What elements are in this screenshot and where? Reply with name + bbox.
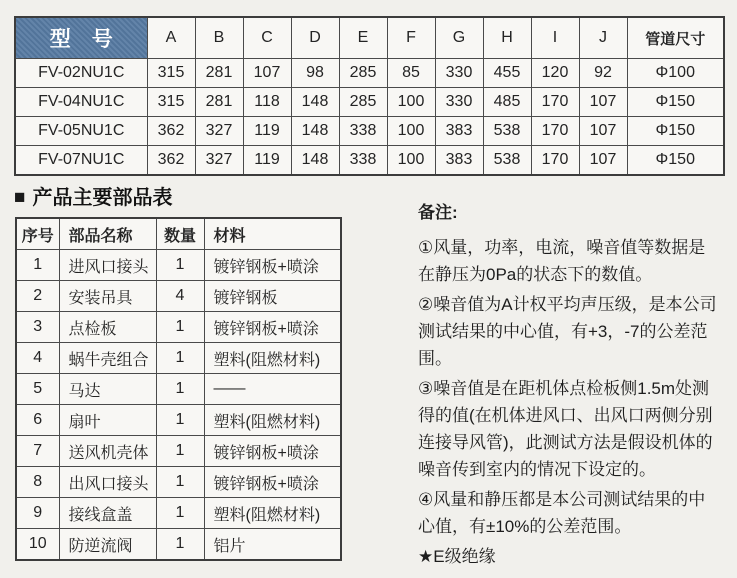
table-row: [16, 281, 341, 312]
notes-body: [418, 234, 722, 570]
parts-cell: 2: [16, 281, 59, 312]
parts-cell: 点检板: [59, 312, 156, 343]
parts-cell: 塑料(阻燃材料): [204, 405, 341, 436]
spec-cell: 338: [339, 117, 387, 146]
spec-cell: 315: [147, 59, 195, 88]
spec-cell: FV-05NU1C: [15, 117, 147, 146]
parts-cell: 扇叶: [59, 405, 156, 436]
parts-cell: 8: [16, 467, 59, 498]
table-row: [15, 88, 724, 117]
parts-cell: 接线盒盖: [59, 498, 156, 529]
spec-cell: 148: [291, 117, 339, 146]
parts-cell: 进风口接头: [59, 250, 156, 281]
parts-cell: 1: [156, 436, 204, 467]
spec-column-header: F: [387, 17, 435, 59]
parts-cell: 1: [156, 529, 204, 561]
parts-cell: 1: [16, 250, 59, 281]
spec-cell: 119: [243, 146, 291, 176]
spec-cell: 120: [531, 59, 579, 88]
table-row: [16, 529, 341, 561]
parts-cell: 1: [156, 467, 204, 498]
spec-cell: 148: [291, 146, 339, 176]
spec-column-header: 型 号: [15, 17, 147, 59]
parts-cell: 1: [156, 312, 204, 343]
spec-cell: Φ150: [627, 117, 724, 146]
spec-cell: FV-02NU1C: [15, 59, 147, 88]
parts-cell: 1: [156, 250, 204, 281]
table-row: [16, 374, 341, 405]
parts-header-row: [16, 218, 341, 250]
spec-cell: 362: [147, 146, 195, 176]
parts-cell: 镀锌钢板+喷涂: [204, 436, 341, 467]
parts-cell: 5: [16, 374, 59, 405]
table-row: [16, 343, 341, 374]
parts-section-title-text: 产品主要部品表: [32, 187, 173, 209]
spec-column-header: B: [195, 17, 243, 59]
parts-cell: 4: [16, 343, 59, 374]
table-row: [15, 146, 724, 176]
spec-cell: 285: [339, 88, 387, 117]
parts-cell: 4: [156, 281, 204, 312]
spec-cell: Φ100: [627, 59, 724, 88]
parts-cell: 镀锌钢板+喷涂: [204, 312, 341, 343]
spec-column-header: J: [579, 17, 627, 59]
spec-cell: 281: [195, 59, 243, 88]
parts-section-title: [14, 186, 172, 210]
spec-table-body: [15, 59, 724, 176]
table-row: [16, 312, 341, 343]
spec-cell: 107: [579, 88, 627, 117]
parts-table: [15, 217, 342, 561]
spec-cell: 538: [483, 146, 531, 176]
spec-cell: 119: [243, 117, 291, 146]
spec-cell: 315: [147, 88, 195, 117]
parts-cell: 送风机壳体: [59, 436, 156, 467]
parts-cell: 1: [156, 405, 204, 436]
table-row: [15, 59, 724, 88]
spec-table: [14, 16, 725, 176]
spec-column-header: H: [483, 17, 531, 59]
parts-table-body: [16, 250, 341, 561]
parts-column-header: 部品名称: [59, 218, 156, 250]
spec-cell: 330: [435, 59, 483, 88]
spec-cell: 338: [339, 146, 387, 176]
note-line: ★E级绝缘: [418, 547, 496, 566]
spec-cell: 107: [579, 117, 627, 146]
spec-cell: 100: [387, 88, 435, 117]
parts-cell: 镀锌钢板+喷涂: [204, 467, 341, 498]
table-row: [16, 405, 341, 436]
spec-cell: 100: [387, 146, 435, 176]
spec-column-header: 管道尺寸: [627, 17, 724, 59]
table-row: [16, 498, 341, 529]
spec-cell: 327: [195, 146, 243, 176]
parts-cell: 塑料(阻燃材料): [204, 343, 341, 374]
spec-cell: 485: [483, 88, 531, 117]
spec-cell: Φ150: [627, 146, 724, 176]
parts-cell: 安装吊具: [59, 281, 156, 312]
parts-cell: 马达: [59, 374, 156, 405]
spec-cell: 330: [435, 88, 483, 117]
spec-cell: 327: [195, 117, 243, 146]
spec-cell: 362: [147, 117, 195, 146]
parts-cell: 塑料(阻燃材料): [204, 498, 341, 529]
table-row: [16, 467, 341, 498]
parts-cell: 镀锌钢板: [204, 281, 341, 312]
parts-cell: 防逆流阀: [59, 529, 156, 561]
spec-cell: 170: [531, 146, 579, 176]
parts-cell: ——: [204, 374, 341, 405]
notes-title: 备注:: [418, 203, 458, 222]
spec-cell: 92: [579, 59, 627, 88]
spec-cell: 383: [435, 146, 483, 176]
parts-cell: 7: [16, 436, 59, 467]
spec-cell: 170: [531, 88, 579, 117]
parts-cell: 1: [156, 374, 204, 405]
parts-column-header: 数量: [156, 218, 204, 250]
parts-column-header: 序号: [16, 218, 59, 250]
parts-cell: 9: [16, 498, 59, 529]
parts-cell: 1: [156, 343, 204, 374]
spec-cell: 170: [531, 117, 579, 146]
table-row: [16, 250, 341, 281]
parts-cell: 3: [16, 312, 59, 343]
table-row: [15, 117, 724, 146]
spec-cell: 148: [291, 88, 339, 117]
note-line: ④风量和静压都是本公司测试结果的中心值，有±10%的公差范围。: [418, 490, 706, 536]
spec-cell: Φ150: [627, 88, 724, 117]
table-row: [16, 436, 341, 467]
spec-cell: 285: [339, 59, 387, 88]
spec-cell: 455: [483, 59, 531, 88]
spec-column-header: I: [531, 17, 579, 59]
spec-cell: FV-04NU1C: [15, 88, 147, 117]
spec-header-row: [15, 17, 724, 59]
parts-cell: 10: [16, 529, 59, 561]
note-line: ③噪音值是在距机体点检板侧1.5m处测得的值(在机体进风口、出风口两侧分别连接导风管)，此测试方法是假设机体的噪音传到室内的情况下设定的。: [418, 379, 713, 479]
black-square-bullet-icon: ■: [14, 187, 26, 208]
parts-cell: 出风口接头: [59, 467, 156, 498]
note-line: ②噪音值为A计权平均声压级，是本公司测试结果的中心值，有+3，-7的公差范围。: [418, 295, 717, 368]
spec-cell: 107: [579, 146, 627, 176]
parts-cell: 蜗牛壳组合: [59, 343, 156, 374]
parts-column-header: 材料: [204, 218, 341, 250]
spec-column-header: C: [243, 17, 291, 59]
spec-cell: 538: [483, 117, 531, 146]
parts-cell: 1: [156, 498, 204, 529]
spec-column-header: G: [435, 17, 483, 59]
spec-column-header: D: [291, 17, 339, 59]
spec-cell: 98: [291, 59, 339, 88]
spec-cell: 85: [387, 59, 435, 88]
parts-cell: 铝片: [204, 529, 341, 561]
spec-cell: FV-07NU1C: [15, 146, 147, 176]
spec-cell: 383: [435, 117, 483, 146]
spec-cell: 118: [243, 88, 291, 117]
parts-cell: 镀锌钢板+喷涂: [204, 250, 341, 281]
spec-cell: 100: [387, 117, 435, 146]
spec-column-header: E: [339, 17, 387, 59]
parts-cell: 6: [16, 405, 59, 436]
note-line: ①风量，功率，电流，噪音值等数据是在静压为0Pa的状态下的数值。: [418, 238, 706, 284]
spec-cell: 107: [243, 59, 291, 88]
spec-cell: 281: [195, 88, 243, 117]
spec-column-header: A: [147, 17, 195, 59]
notes-panel: [418, 199, 722, 573]
